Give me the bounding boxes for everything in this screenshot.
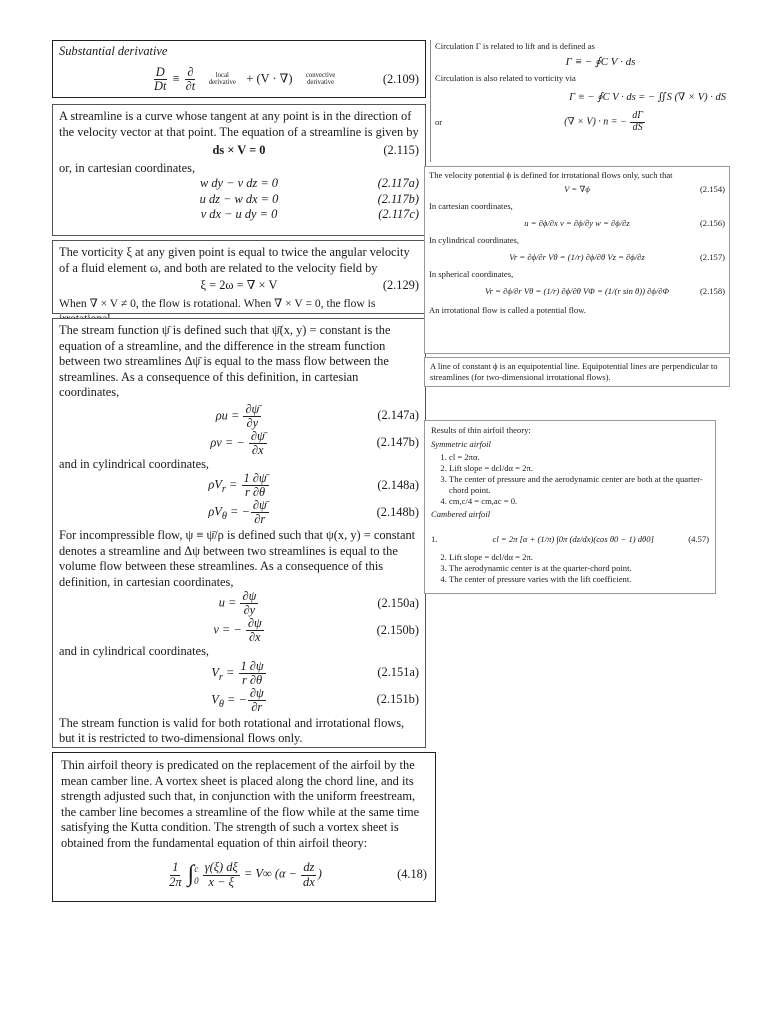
list-item: 3. The center of pressure and the aerodynamic center are both at the quarter-chord point.	[449, 474, 709, 496]
list-item: 4. cm,c/4 = cm,ac = 0.	[449, 496, 709, 507]
list-item: 2. Lift slope = dcl/dα = 2π.	[449, 463, 709, 474]
equipotential-box: A line of constant ϕ is an equipotential line. Equipotential lines are perpendicular to streamlines (for two-dimensional irrotational flows).	[424, 357, 730, 387]
streamline-intro: A streamline is a curve whose tangent at any point is in the direction of the velocity vector at that point. The equation of a streamline is given by	[59, 109, 419, 139]
vorticity-box: The vorticity ξ at any given point is equal to twice the angular velocity of a fluid element ω, and both are related to the velocity field by ξ = 2ω = ∇ × V (2.129) When ∇ × V ≠ 0, the flow is rotational. When ∇ × V = 0, the flow is	[52, 240, 426, 314]
symmetric-results-list	[431, 452, 709, 507]
list-item: 4. The center of pressure varies with the lift coefficient.	[449, 574, 709, 585]
substantial-derivative-title: Substantial derivative	[59, 44, 168, 58]
list-item: 1. cl = 2πα.	[449, 452, 709, 463]
cambered-results-list	[431, 552, 709, 585]
substantial-derivative-box	[52, 40, 426, 98]
thin-airfoil-equation: $\frac{1}{2\pi}$ ∫ c 0 $\frac{\gamma(\xi) d\xi}{x - \xi}$ = V∞ (α − $\frac{dz}{dx}$ ) (4.18)	[169, 860, 427, 889]
vorticity-intro: The vorticity ξ at any given point is equal to twice the angular velocity of a fluid element ω, and both are related to the velocity field by	[59, 245, 410, 275]
streamline-box: A streamline is a curve whose tangent at any point is in the direction of the velocity vector at that point. The equation of a streamline is given by ds × V = 0 (2.115) or, in cartesian coordinates, w dy − v dz = 0 (2.117a) u dz − w dx = 0 (2.117b) v dx − u dy = 0 (2.117c)	[52, 104, 426, 236]
circulation-vorticity-equation: Γ ≡ − ∮C V · ds = − ∬S (∇ × V) · dS	[569, 91, 726, 103]
local-derivative-label: local derivative	[208, 71, 236, 86]
cambered-lift-equation: cl = 2π [α + (1/π) ∫0π (dz/dx)(cos θ0 − 1) dθ0]	[492, 533, 654, 544]
thin-airfoil-results-box: Results of thin airfoil theory: Symmetric airfoil 1. cl = 2πα. 2. Lift slope = dcl/dα = 2π. 3. The center of pressure and the aerodynamic center are both at the quarter-chord point. 4. cm,c/4 = cm,ac = 0. Cambered airfoil 1. cl = 2π [α + (1/π) ∫0π (dz/dx)(cos θ0 − 1) dθ0] (4.57) 2. Lift slope = dcl/dα = 2π. 3. The aerodynamic center is at the quarter-chord point. 4. The center of pressure varies with the lift coefficient.	[424, 420, 716, 594]
substantial-derivative-equation: $\frac{D}{Dt}$ ≡ $\frac{\partial}{\partial t}$ local derivative + (V · ∇) convective derivative (2.109)	[154, 64, 419, 93]
list-item: 3. The aerodynamic center is at the quarter-chord point.	[449, 563, 709, 574]
list-item: 2. Lift slope = dcl/dα = 2π.	[449, 552, 709, 563]
stream-function-box: The stream function ψ̄ is defined such that ψ̄(x, y) = constant is the equation of a streamline, and the difference in the stream function between two streamlines Δψ̄ is equal to the mass flow between the streamlines. As a consequence of this definition, in cartesian coordinates, ρu = $\frac{\partial\psī}{\partial y}$ (2.147a) ρv = − $\frac{\partial\psī}{\partial x}$ (2.147b) and in cylindrical coordinates, $\rho V_r$ = $\frac{1 \partial\psī}{r \partial\theta}$ (2.148a) $\rho V_\theta$ = − $\frac{\partial\psī}{\partial r}$ (2.148b) For incompressible flow, ψ ≡ ψ̄/ρ is defined such that ψ(x, y) = constant denotes a streamline and Δψ between two streamlines is equal to the volume flow between these streamlines. As a consequence of this definition, in cartesian coordinates, u = $\frac{\partial\psi}{\partial y}$ (2.150a) v = − $\frac{\partial\psi}{\partial x}$ (2.150b) and in cylindrical coordinates, $V_r$ = $\frac{1 \partial\psi}{r \partial\theta}$ (2.151a) $V_\theta$ = − $\frac{\partial\psi}{\partial r}$ (2.151b) The stream function is valid for both rotational and irrotational flows, but it is restricted to two-dimensional flows only.	[52, 318, 426, 748]
eq-number: (2.109)	[382, 71, 419, 86]
velocity-potential-box: The velocity potential ϕ is defined for irrotational flows only, such that V = ∇ϕ (2.154) In cartesian coordinates, u = ∂ϕ/∂x v = ∂ϕ/∂y w = ∂ϕ/∂z (2.156) In cylindrical coordinates, Vr = ∂ϕ/∂r Vθ = (1/r) ∂ϕ/∂θ Vz = ∂ϕ/∂z (2.157) In spherical coordinates, Vr = ∂ϕ/∂r Vθ = (1/r) ∂ϕ/∂θ VΦ = (1/(r sin θ)) ∂ϕ/∂Φ (2.158) An irrotational flow is called a potential flow.	[424, 166, 730, 354]
circulation-equation: Γ ≡ − ∮C V · ds	[565, 56, 636, 68]
convective-derivative-label: convective derivative	[305, 71, 336, 86]
thin-airfoil-box: Thin airfoil theory is predicated on the replacement of the airfoil by the mean camber line. A vortex sheet is placed along the chord line, and its strength adjusted such that, in conjunction with the uniform freestream, the camber line becomes a streamline of the flow while at the same time satisfying the Kutta condition. The strength of such a vortex sheet is obtained from the fundamental equation of thin airfoil theory: $\frac{1}{2\pi}$ ∫ c 0 $\frac{\gamma(\xi) d\xi}{x - \xi}$ = V∞ (α − $\frac{dz}{dx}$ ) (4.18)	[52, 752, 436, 902]
vorticity-equation: ξ = 2ω = ∇ × V	[200, 278, 278, 292]
circulation-box: Circulation Γ is related to lift and is defined as Γ ≡ − ∮C V · ds Circulation is also related to vorticity via Γ ≡ − ∮C V · ds = − ∬S (∇ × V) · dS or (∇ × V) · n = − $\frac{d\Gamma}{dS}$	[430, 40, 730, 162]
vorticity-closing: When ∇ × V ≠ 0, the flow is rotational. When ∇ × V = 0, the flow is	[59, 296, 376, 310]
streamline-equation: ds × V = 0	[212, 143, 266, 157]
